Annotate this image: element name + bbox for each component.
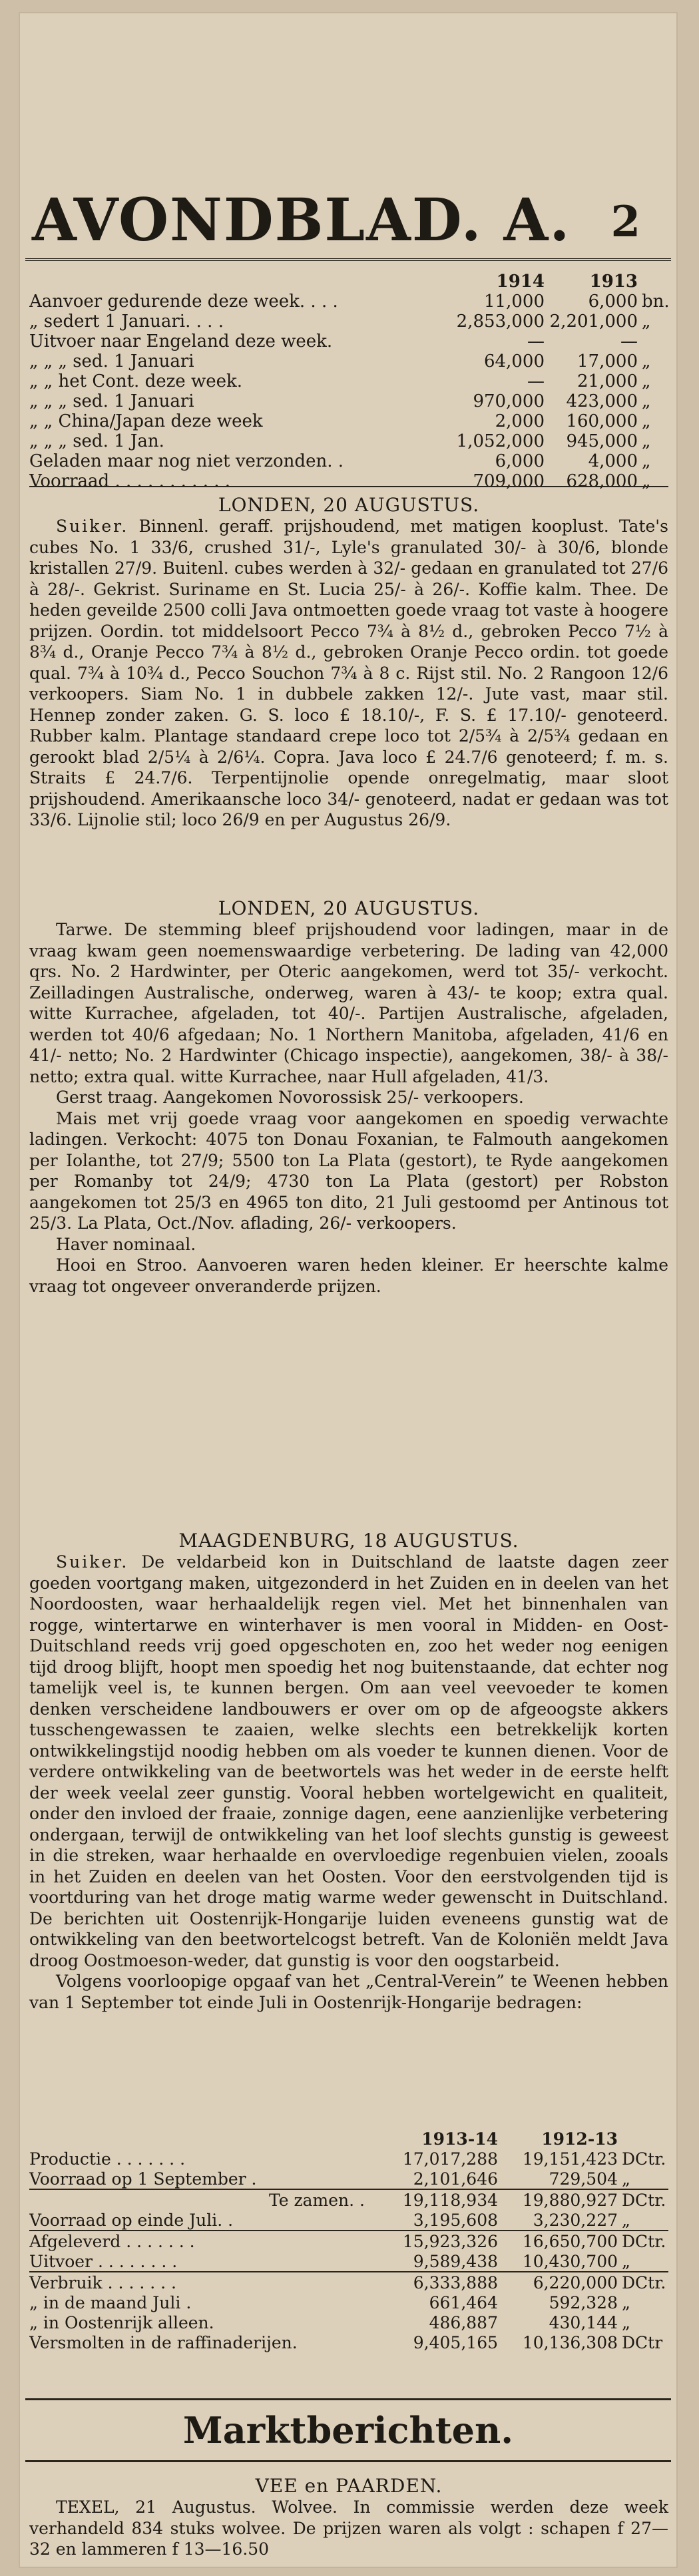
value-1913-14: 17,017,288 <box>402 2149 498 2169</box>
section-heading: VEE en PAARDEN. <box>255 2475 443 2497</box>
table-row <box>29 2210 668 2230</box>
table-row <box>29 2332 668 2352</box>
stock-table <box>29 272 668 491</box>
table-row <box>29 351 668 371</box>
unit: „ <box>642 411 651 431</box>
value-1912-13: 3,230,227 <box>533 2211 618 2230</box>
vee-en-paarden <box>29 2475 668 2560</box>
value-1912-13: 10,136,308 <box>522 2333 618 2352</box>
value-1912-13: 592,328 <box>549 2293 618 2312</box>
row-label: „ „ „ sed. 1 Jan. <box>29 431 164 451</box>
unit: „ <box>642 371 651 391</box>
table-row <box>29 2312 668 2332</box>
article-text: Gerst traag. Aangekomen Novorossisk 25/- verkoopers. <box>56 1088 524 1107</box>
maagdenburg-report <box>29 1530 668 2013</box>
header-1912-13: 1912-13 <box>541 2129 618 2149</box>
masthead <box>25 178 671 261</box>
section-banner: Marktberichten. <box>25 2398 671 2462</box>
value-1914: 709,000 <box>473 471 545 491</box>
section-heading: LONDEN, 20 AUGUSTUS. <box>218 494 480 516</box>
value-1912-13: 10,430,700 <box>522 2252 618 2271</box>
value-1913-14: 19,118,934 <box>402 2191 498 2210</box>
table-row <box>29 292 668 312</box>
value-1912-13: 6,220,000 <box>533 2273 618 2292</box>
table-row <box>29 2149 668 2169</box>
unit: „ <box>622 2211 630 2230</box>
row-label: Uitvoer . . . . . . . . <box>29 2252 178 2271</box>
value-1912-13: 430,144 <box>549 2313 618 2332</box>
table-row <box>29 2271 668 2292</box>
row-label: Productie . . . . . . . <box>29 2149 186 2169</box>
row-label: „ „ „ sed. 1 Januari <box>29 391 194 411</box>
row-label: „ „ China/Japan deze week <box>29 411 263 431</box>
unit: DCtr <box>622 2333 663 2352</box>
row-label: „ in de maand Juli . <box>29 2293 192 2312</box>
value-1912-13: 16,650,700 <box>522 2232 618 2251</box>
table-row <box>29 451 668 471</box>
table-header <box>29 272 668 292</box>
row-label: „ in Oostenrijk alleen. <box>29 2313 214 2332</box>
value-1913-14: 2,101,646 <box>413 2169 498 2189</box>
article-text: Hooi en Stroo. Aanvoeren waren heden kleiner. Er heerschte kalme vraag tot ongeveer onveranderde prijzen. <box>29 1255 668 1296</box>
unit: „ <box>642 471 651 491</box>
header-1913-14: 1913-14 <box>421 2129 498 2149</box>
value-1913: 945,000 <box>566 431 638 451</box>
article-text: Mais met vrij goede vraag voor aangekomen en spoedig verwachte ladingen. Verkocht: 4075 ton Donau Foxanian, te Falmouth aangekomen per Iolanthe, tot 27/9; 5500 ton La Plata (gestort), te Ryde aangekomen per Romanby tot 24/9; 4730 ton La Plata (gestort) per Robston aangekomen tot 25/3 en 4965 ton dito, 21 Juli gestoomd per Antinous tot 25/3. La Plata, Oct./Nov. aflading, 26/- verkoopers. <box>29 1108 668 1233</box>
unit: „ <box>622 2169 630 2189</box>
commodity-label: Suiker. <box>56 1552 129 1572</box>
row-label: Voorraad op einde Juli. . <box>29 2211 234 2230</box>
row-label: „ sedert 1 Januari. . . . <box>29 312 224 331</box>
value-1914: — <box>527 371 545 391</box>
value-1913-14: 9,405,165 <box>413 2333 498 2352</box>
table-row <box>29 411 668 431</box>
value-1914: 64,000 <box>484 351 545 371</box>
article-text: TEXEL, 21 Augustus. Wolvee. In commissie werden deze week verhandeld 834 stuks wolvee. De prijzen waren als volgt : schapen f 27—32 en lammeren f 13—16.50 <box>29 2497 668 2559</box>
value-1913-14: 3,195,608 <box>413 2211 498 2230</box>
value-1913: 4,000 <box>588 451 638 471</box>
article-text <box>29 1552 668 1971</box>
value-1914: 6,000 <box>495 451 545 471</box>
article-text: Tarwe. De stemming bleef prijshoudend voor ladingen, maar in de vraag kwam geen noemenswaardige verbetering. De lading van 42,000 qrs. No. 2 Hardwinter, per Oteric aangekomen, werd tot 35/- verkocht. Zeilladingen Australische, onderweg, waren à 43/- te koop; extra qual. witte Kurrachee, afgeladen, tot 40/-. Partijen Australische, afgeladen, werden tot 40/6 afgedaan; No. 1 Northern Manitoba, afgeladen, 41/6 en 41/- netto; No. 2 Hardwinter (Chicago inspectie), aangekomen, 38/- à 38/- netto; extra qual. witte Kurrachee, naar Hull afgeladen, 41/3. <box>29 920 668 1086</box>
unit <box>638 331 668 351</box>
article-text <box>29 516 668 831</box>
value-1913-14: 9,589,438 <box>413 2252 498 2271</box>
unit: DCtr. <box>622 2273 666 2292</box>
value-1913: 21,000 <box>577 371 638 391</box>
table-row <box>29 371 668 391</box>
row-label: Voorraad op 1 September . <box>29 2169 257 2189</box>
newspaper-clipping <box>19 12 678 2568</box>
value-1913-14: 15,923,326 <box>402 2232 498 2251</box>
row-label: „ „ het Cont. deze week. <box>29 371 243 391</box>
value-1914: 1,052,000 <box>456 431 545 451</box>
row-label: Verbruik . . . . . . . <box>29 2273 176 2292</box>
value-1914: 2,000 <box>495 411 545 431</box>
value-1912-13: 729,504 <box>549 2169 618 2189</box>
value-1913: 2,201,000 <box>549 312 638 331</box>
unit: „ <box>622 2252 630 2271</box>
value-1913: 160,000 <box>566 411 638 431</box>
unit: „ <box>642 451 651 471</box>
unit: DCtr. <box>622 2149 666 2169</box>
table-row <box>29 2169 668 2189</box>
table-header <box>29 2129 668 2149</box>
header-1914: 1914 <box>496 272 545 292</box>
unit: „ <box>622 2293 630 2312</box>
value-1912-13: 19,880,927 <box>522 2191 618 2210</box>
value-1913: 6,000 <box>588 292 638 312</box>
unit: „ <box>642 351 651 371</box>
unit: „ <box>642 391 651 411</box>
section-heading: MAAGDENBURG, 18 AUGUSTUS. <box>178 1530 519 1552</box>
row-label: Te zamen. . <box>269 2191 365 2210</box>
row-label: Voorraad . . . . . . . . . . . <box>29 471 231 491</box>
unit: DCtr. <box>622 2232 666 2251</box>
page-marker: 2 <box>610 197 640 247</box>
value-1914: 2,853,000 <box>456 312 545 331</box>
london-report-2 <box>29 897 668 1297</box>
austria-hungary-table <box>29 2129 668 2352</box>
table-row <box>29 2189 668 2210</box>
value-1914: 11,000 <box>484 292 545 312</box>
table-row <box>29 431 668 451</box>
row-label: Aanvoer gedurende deze week. . . . <box>29 292 338 312</box>
value-1914: — <box>527 331 545 351</box>
section-heading: LONDEN, 20 AUGUSTUS. <box>218 897 480 919</box>
table-row <box>29 2292 668 2312</box>
row-label: Afgeleverd . . . . . . . <box>29 2232 195 2251</box>
unit: DCtr. <box>622 2191 666 2210</box>
commodity-label: Suiker. <box>56 517 129 536</box>
value-1913-14: 486,887 <box>429 2313 498 2332</box>
unit: bn. <box>642 292 670 312</box>
article-body: De veldarbeid kon in Duitschland de laatste dagen zeer goeden voortgang maken, uitgezonderd in het Zuiden en in deelen van het Noordoosten, waar herhaaldelijk regen viel. Met het binnenhalen van rogge, wintertarwe en winterhaver is men vooral in Midden- en Oost-Duitschland reeds vrij goed opgeschoten en, zoo het weder nog eenigen tijd droog blijft, hoopt men spoedig het nog buitenstaande, dat echter nog tamelijk veel is, te kunnen bergen. Om aan veel veevoeder te komen denken verscheidene landbouwers er over om op de afgeoogste akkers tusschengewassen te zaaien, welke slechts een betrekkelijk korten ontwikkelingstijd noodig hebben om als voeder te kunnen dienen. Voor de verdere ontwikkeling van de beetwortels was het weder in de eerste helft der week veelal zeer gunstig. Vooral hebben wortelgewicht en qualiteit, onder den invloed der fraaie, zonnige dagen, eene aanzienlijke verbetering ondergaan, terwijl de ontwikkeling van het loof slechts gunstig is geweest in die streken, waar herhaalde en overvloedige regenbuien vielen, zooals in het Zuiden en deelen van het Oosten. Voor den eerstvolgenden tijd is voortduring van het droge matig warme weder gewenscht in Duitschland. De berichten uit Oostenrijk-Hongarije luiden eveneens gunstig wat de ontwikkeling van den beetwortelcogst betreft. Van de Koloniën meldt Java droog Oostmoeson-weder, dat gunstig is voor den oogstarbeid. <box>29 1552 668 1970</box>
header-1913: 1913 <box>589 272 638 292</box>
unit: „ <box>642 312 651 331</box>
unit: „ <box>622 2313 630 2332</box>
value-1913: 17,000 <box>577 351 638 371</box>
value-1913: 423,000 <box>566 391 638 411</box>
table-row <box>29 312 668 331</box>
value-1912-13: 19,151,423 <box>522 2149 618 2169</box>
value-1913: — <box>620 331 638 351</box>
row-label: Uitvoer naar Engeland deze week. <box>29 331 333 351</box>
value-1913-14: 661,464 <box>429 2293 498 2312</box>
unit: „ <box>642 431 651 451</box>
row-label: „ „ „ sed. 1 Januari <box>29 351 194 371</box>
article-body: Binnenl. geraff. prijshoudend, met matigen kooplust. Tate's cubes No. 1 33/6, crushed 31/-, Lyle's granulated 30/- à 30/6, blonde kristallen 27/9. Buitenl. cubes werden à 32/- gedaan en granulated tot 27/6 à 28/-. Gekrist. Suriname en St. Lucia 25/- à 26/-. Koffie kalm. Thee. De heden geveilde 2500 colli Java ontmoetten goede vraag tot vaste à hoogere prijzen. Oordin. tot middelsoort Pecco 7¾ à 8½ d., gebroken Pecco 7½ à 8¾ d., Oranje Pecco 7¾ à 8½ d., gebroken Oranje Pecco ordin. tot goede qual. 7¾ à 10¾ d., Pecco Souchon 7¾ à 8 c. Rijst stil. No. 2 Rangoon 12/6 verkoopers. Siam No. 1 in dubbele zakken 12/-. Jute vast, maar stil. Hennep zonder zaken. G. S. loco £ 18.10/-, F. S. £ 17.10/- genoteerd. Rubber kalm. Plantage standaard crepe loco tot 2/5¾ à 2/5¾ gedaan en gerookt blad 2/5¼ à 2/6¼. Copra. Java loco £ 24.7/6 genoteerd; f. m. s. Straits £ 24.7/6. Terpentijnolie opende onregelmatig, maar sloot prijshoudend. Amerikaansche loco 34/- genoteerd, nadat er gedaan was tot 33/6. Lijnolie stil; loco 26/9 en per Augustus 26/9. <box>29 517 668 829</box>
value-1913: 628,000 <box>566 471 638 491</box>
article-text: Haver nominaal. <box>56 1234 196 1254</box>
table-row <box>29 2251 668 2271</box>
table-row <box>29 331 668 351</box>
table-row <box>29 2230 668 2251</box>
row-label: Versmolten in de raffinaderijen. <box>29 2333 298 2352</box>
london-report-1 <box>29 486 668 831</box>
table-intro: Volgens voorloopige opgaaf van het „Central-Verein” te Weenen hebben van 1 September tot einde Juli in Oostenrijk-Hongarije bedragen: <box>29 1972 668 2012</box>
row-label: Geladen maar nog niet verzonden. . <box>29 451 344 471</box>
value-1914: 970,000 <box>473 391 545 411</box>
masthead-title: AVONDBLAD. A. <box>32 185 571 254</box>
value-1913-14: 6,333,888 <box>413 2273 498 2292</box>
table-row <box>29 391 668 411</box>
